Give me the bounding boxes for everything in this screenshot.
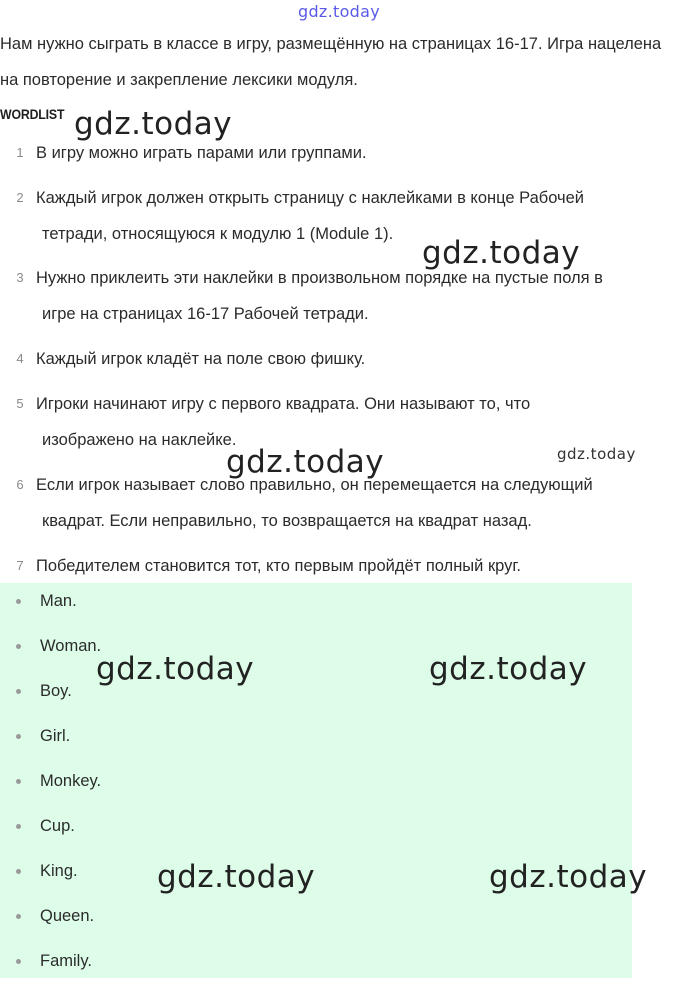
watermark: gdz.today xyxy=(557,445,636,463)
step-number: 6 xyxy=(16,477,24,492)
step-text: Победителем становится тот, кто первым пройдёт полный круг. xyxy=(36,557,522,575)
step-text-continued: игре на страницах 16-17 Рабочей тетради. xyxy=(42,305,369,323)
step-number: 5 xyxy=(16,396,24,411)
word-text: Woman. xyxy=(40,637,102,655)
watermark: gdz.today xyxy=(429,651,588,687)
step-text: Если игрок называет слово правильно, он перемещается на следующий xyxy=(36,476,593,494)
wordlist-panel xyxy=(0,583,632,978)
list-item xyxy=(0,943,632,988)
step-number: 2 xyxy=(16,190,24,205)
wordlist-heading: WORDLIST xyxy=(0,106,65,122)
list-item xyxy=(0,763,632,808)
bullet-icon xyxy=(16,779,21,784)
intro-paragraph: Нам нужно сыграть в классе в игру, размещённую на страницах 16-17. Игра нацелена на повторение и закрепление лексики модуля. xyxy=(0,35,662,89)
watermark: gdz.today xyxy=(96,651,255,687)
bullet-icon xyxy=(16,824,21,829)
step-number: 4 xyxy=(16,351,24,366)
step-text: Каждый игрок должен открыть страницу с наклейками в конце Рабочей xyxy=(36,189,585,207)
list-item xyxy=(0,583,632,628)
bullet-icon xyxy=(16,734,21,739)
step-text-continued: изображено на наклейке. xyxy=(42,431,237,449)
list-item xyxy=(0,898,632,943)
word-text: Boy. xyxy=(40,682,72,700)
bullet-icon xyxy=(16,869,21,874)
step-text-continued: тетради, относящуюся к модулю 1 (Module 1). xyxy=(42,225,394,243)
step-text-continued: квадрат. Если неправильно, то возвращается на квадрат назад. xyxy=(42,512,532,530)
header-watermark: gdz.today xyxy=(298,2,380,21)
list-item xyxy=(0,808,632,853)
word-text: Family. xyxy=(40,952,92,970)
watermark: gdz.today xyxy=(226,444,385,480)
step-number: 3 xyxy=(16,270,24,285)
list-item xyxy=(0,718,632,763)
bullet-icon xyxy=(16,599,21,604)
bullet-icon xyxy=(16,914,21,919)
word-text: Man. xyxy=(40,592,77,610)
watermark: gdz.today xyxy=(157,859,316,895)
bullet-icon xyxy=(16,689,21,694)
word-text: King. xyxy=(40,862,78,880)
word-text: Monkey. xyxy=(40,772,102,790)
word-text: Queen. xyxy=(40,907,95,925)
step-number: 1 xyxy=(16,145,24,160)
step-text: Каждый игрок кладёт на поле свою фишку. xyxy=(36,350,366,368)
step-text: В игру можно играть парами или группами. xyxy=(36,144,367,162)
word-text: Girl. xyxy=(40,727,71,745)
step-text: Игроки начинают игру с первого квадрата. Они называют то, что xyxy=(36,395,531,413)
bullet-icon xyxy=(16,644,21,649)
watermark: gdz.today xyxy=(74,106,233,142)
step-number: 7 xyxy=(16,558,24,573)
bullet-icon xyxy=(16,959,21,964)
watermark: gdz.today xyxy=(422,235,581,271)
word-text: Cup. xyxy=(40,817,75,835)
step-text: Нужно приклеить эти наклейки в произвольном порядке на пустые поля в xyxy=(36,269,603,287)
watermark: gdz.today xyxy=(489,859,648,895)
